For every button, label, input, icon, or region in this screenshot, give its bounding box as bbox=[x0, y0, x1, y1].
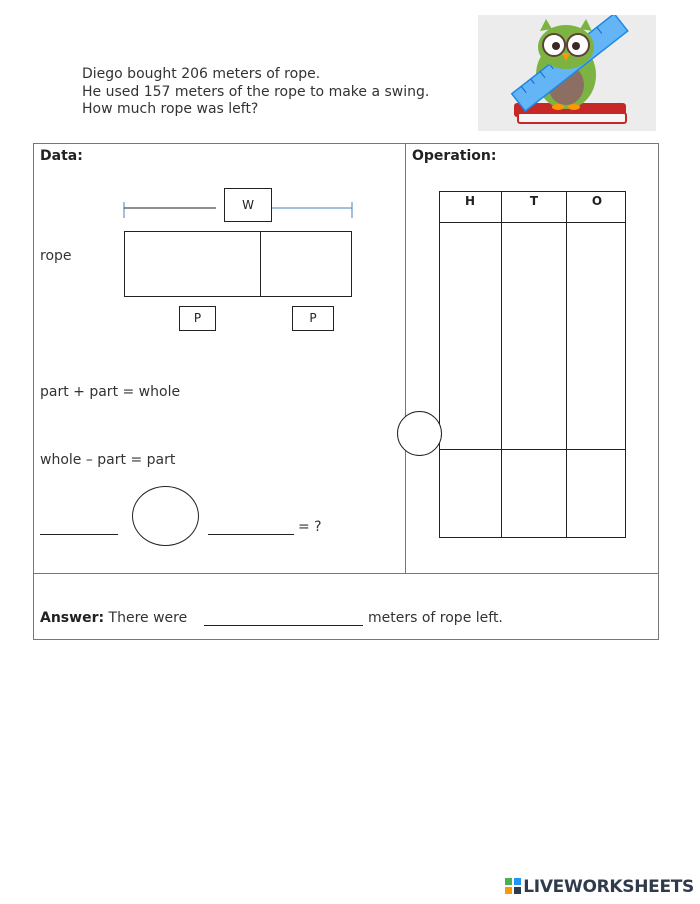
problem-line-3: How much rope was left? bbox=[82, 101, 259, 117]
equation-whole-part-part: whole – part = part bbox=[40, 452, 176, 468]
second-number-blank[interactable] bbox=[208, 520, 294, 535]
first-number-blank[interactable] bbox=[40, 520, 118, 535]
table-column-divider bbox=[566, 191, 567, 538]
answer-sentence bbox=[40, 610, 187, 626]
rope-bar-divider bbox=[260, 231, 261, 297]
logo-text: LIVEWORKSHEETS bbox=[523, 877, 694, 897]
operator-circle[interactable] bbox=[132, 486, 199, 546]
operation-heading: Operation: bbox=[412, 148, 497, 164]
table-result-divider bbox=[439, 449, 626, 450]
answer-prefix: There were bbox=[108, 610, 188, 626]
hundreds-header: H bbox=[464, 194, 476, 208]
part2-label-box[interactable]: P bbox=[292, 306, 334, 331]
problem-line-2: He used 157 meters of the rope to make a swing. bbox=[82, 83, 430, 100]
answer-label: Answer: bbox=[40, 610, 105, 626]
liveworksheets-logo-icon bbox=[505, 878, 521, 894]
whole-label-box[interactable]: W bbox=[224, 188, 272, 222]
rope-label: rope bbox=[40, 248, 72, 264]
problem-text bbox=[82, 66, 429, 119]
answer-suffix: meters of rope left. bbox=[368, 610, 503, 626]
answer-blank[interactable] bbox=[204, 612, 363, 626]
equation-part-part-whole: part + part = whole bbox=[40, 384, 181, 400]
equals-question: = ? bbox=[298, 519, 322, 535]
rope-bar bbox=[124, 231, 352, 297]
owl-illustration bbox=[478, 15, 656, 131]
place-value-table bbox=[439, 191, 626, 538]
table-header-divider bbox=[439, 222, 626, 223]
ones-header: O bbox=[591, 194, 603, 208]
owl-with-ruler-icon bbox=[478, 15, 656, 131]
answer-divider bbox=[33, 573, 659, 574]
problem-line-1: Diego bought 206 meters of rope. bbox=[82, 66, 321, 82]
column-divider bbox=[405, 143, 406, 574]
data-heading: Data: bbox=[40, 148, 83, 164]
liveworksheets-logo bbox=[505, 877, 694, 897]
table-column-divider bbox=[501, 191, 502, 538]
operation-sign-circle[interactable] bbox=[397, 411, 442, 456]
tens-header: T bbox=[529, 194, 539, 208]
part1-label-box[interactable]: P bbox=[179, 306, 216, 331]
